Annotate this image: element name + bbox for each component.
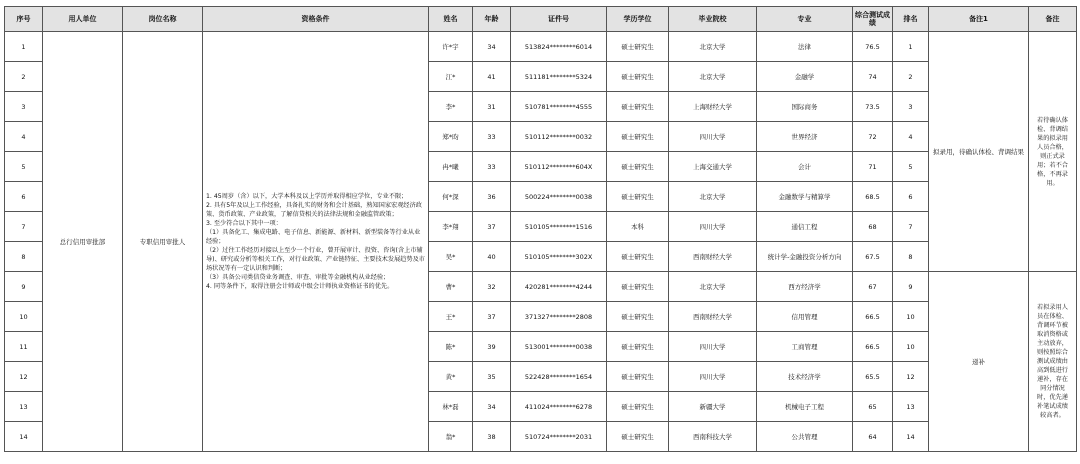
header-cell-qualifications: 资格条件 [203,7,429,32]
header-cell-score: 综合测试成绩 [853,7,893,32]
cell-major: 法律 [757,32,853,62]
recruitment-table [4,6,1077,452]
cell-score: 71 [853,152,893,182]
cell-id: 511181********5324 [511,62,607,92]
cell-no: 11 [5,332,43,362]
cell-score: 67 [853,272,893,302]
cell-school: 北京大学 [669,182,757,212]
cell-score: 64 [853,422,893,452]
cell-age: 31 [473,92,511,122]
cell-score: 74 [853,62,893,92]
cell-name: 冉*曦 [429,152,473,182]
cell-no: 6 [5,182,43,212]
cell-no: 8 [5,242,43,272]
cell-id: 522428********1654 [511,362,607,392]
cell-age: 35 [473,362,511,392]
cell-school: 四川大学 [669,332,757,362]
header-cell-school: 毕业院校 [669,7,757,32]
qualification-line: （1）具备化工、集成电路、电子信息、新能源、新材料、新型装备等行业从业经验； [206,229,421,245]
cell-age: 36 [473,182,511,212]
cell-id: 500224********0038 [511,182,607,212]
header-cell-age: 年龄 [473,7,511,32]
cell-school: 上海财经大学 [669,92,757,122]
cell-no: 7 [5,212,43,242]
cell-rank: 1 [893,32,929,62]
cell-age: 33 [473,122,511,152]
cell-degree: 硕士研究生 [607,302,669,332]
cell-rank: 12 [893,362,929,392]
cell-no: 1 [5,32,43,62]
cell-remark1-a: 拟录用，待确认体检、背调结果 [929,32,1029,272]
cell-name: 吴* [429,242,473,272]
cell-position: 专职信用审批人 [123,32,203,452]
cell-id: 513824********6014 [511,32,607,62]
cell-id: 513001********0038 [511,332,607,362]
cell-rank: 10 [893,332,929,362]
cell-major: 公共管理 [757,422,853,452]
cell-id: 510781********4555 [511,92,607,122]
cell-no: 14 [5,422,43,452]
cell-degree: 硕士研究生 [607,272,669,302]
cell-school: 北京大学 [669,32,757,62]
cell-name: 李* [429,92,473,122]
cell-name: 林*磊 [429,392,473,422]
cell-name: 江* [429,62,473,92]
cell-rank: 6 [893,182,929,212]
cell-rank: 2 [893,62,929,92]
cell-major: 世界经济 [757,122,853,152]
cell-name: 曹* [429,272,473,302]
cell-rank: 13 [893,392,929,422]
cell-no: 2 [5,62,43,92]
cell-degree: 硕士研究生 [607,92,669,122]
cell-school: 北京大学 [669,272,757,302]
cell-major: 通信工程 [757,212,853,242]
cell-age: 41 [473,62,511,92]
cell-age: 33 [473,152,511,182]
cell-degree: 硕士研究生 [607,392,669,422]
cell-age: 37 [473,212,511,242]
cell-name: 陈* [429,332,473,362]
cell-school: 西南财经大学 [669,242,757,272]
cell-rank: 5 [893,152,929,182]
cell-major: 工商管理 [757,332,853,362]
cell-major: 西方经济学 [757,272,853,302]
cell-id: 510724********2031 [511,422,607,452]
cell-name: 王* [429,302,473,332]
cell-id: 420281********4244 [511,272,607,302]
cell-degree: 硕士研究生 [607,152,669,182]
qualification-line: 3. 至少符合以下其中一项： [206,220,282,227]
cell-rank: 14 [893,422,929,452]
cell-major: 技术经济学 [757,362,853,392]
cell-id: 510112********604X [511,152,607,182]
cell-degree: 硕士研究生 [607,362,669,392]
cell-rank: 9 [893,272,929,302]
cell-score: 66.5 [853,332,893,362]
cell-major: 国际商务 [757,92,853,122]
cell-school: 新疆大学 [669,392,757,422]
cell-age: 37 [473,302,511,332]
cell-age: 40 [473,242,511,272]
cell-school: 四川大学 [669,212,757,242]
cell-name: 黄* [429,362,473,392]
cell-school: 四川大学 [669,122,757,152]
cell-score: 67.5 [853,242,893,272]
header-cell-remark2: 备注 [1029,7,1077,32]
table-row [5,32,1077,62]
cell-score: 68.5 [853,182,893,212]
qualification-line: 2. 具有5年及以上工作经验，具备扎实的财务和会计基础，熟知国家宏观经济政策、货币政策、产业政策，了解信贷相关的法律法规和金融监管政策； [206,202,422,218]
cell-no: 4 [5,122,43,152]
cell-major: 信用管理 [757,302,853,332]
cell-age: 39 [473,332,511,362]
cell-degree: 硕士研究生 [607,242,669,272]
cell-no: 10 [5,302,43,332]
cell-rank: 3 [893,92,929,122]
cell-degree: 硕士研究生 [607,32,669,62]
header-cell-degree: 学历学位 [607,7,669,32]
cell-id: 371327********2808 [511,302,607,332]
cell-no: 9 [5,272,43,302]
cell-rank: 7 [893,212,929,242]
cell-major: 统计学-金融投资分析方向 [757,242,853,272]
cell-age: 34 [473,32,511,62]
cell-no: 12 [5,362,43,392]
cell-unit: 总行信用审批部 [43,32,123,452]
qualification-line: 4. 同等条件下，取得注册会计师或中级会计师执业资格证书的优先。 [206,283,394,290]
cell-score: 66.5 [853,302,893,332]
header-cell-id: 证件号 [511,7,607,32]
cell-age: 34 [473,392,511,422]
cell-degree: 硕士研究生 [607,122,669,152]
cell-major: 会计 [757,152,853,182]
cell-remark2-b: 若拟录用人员在体检、背调环节被取消资格或主动放弃，则按照综合测试成绩由高到低进行递补，存在同分情况时，优先递补笔试成绩较高者。 [1029,272,1077,452]
header-cell-rank: 排名 [893,7,929,32]
cell-score: 65 [853,392,893,422]
cell-major: 机械电子工程 [757,392,853,422]
qualification-line: （3）具备公司类信贷业务调查、审查、审批等金融机构从业经验； [206,274,390,281]
cell-name: 何*深 [429,182,473,212]
cell-school: 西南科技大学 [669,422,757,452]
cell-id: 411024********6278 [511,392,607,422]
cell-qualifications [203,32,429,452]
qualification-line: （2）过往工作经历对接以上至少一个行业，曾开展审计、投资、咨询(含上市辅导)、研究或分析等相关工作，对行业政策、产业链特征、主要技术发展趋势及市场状况等有一定认识和判断； [206,247,425,272]
cell-score: 65.5 [853,362,893,392]
header-cell-major: 专业 [757,7,853,32]
recruitment-table-sheet [4,6,1076,460]
header-cell-no: 序号 [5,7,43,32]
cell-id: 510112********0032 [511,122,607,152]
cell-school: 上海交通大学 [669,152,757,182]
cell-rank: 8 [893,242,929,272]
cell-name: 翁* [429,422,473,452]
qualification-line: 1. 45周岁（含）以下，大学本科及以上学历并取得相应学位，专业不限； [206,193,408,200]
cell-age: 38 [473,422,511,452]
cell-remark2-a: 若待确认体检、背调结果的拟录用人员合格，则正式录用；若不合格，不再录用。 [1029,32,1077,272]
cell-rank: 10 [893,302,929,332]
cell-id: 510105********302X [511,242,607,272]
cell-remark1-b: 递补 [929,272,1029,452]
cell-id: 510105********1516 [511,212,607,242]
cell-degree: 硕士研究生 [607,182,669,212]
cell-no: 5 [5,152,43,182]
cell-degree: 硕士研究生 [607,62,669,92]
cell-rank: 4 [893,122,929,152]
header-cell-name: 姓名 [429,7,473,32]
cell-degree: 硕士研究生 [607,332,669,362]
header-cell-unit: 用人单位 [43,7,123,32]
cell-score: 68 [853,212,893,242]
cell-school: 北京大学 [669,62,757,92]
cell-no: 3 [5,92,43,122]
cell-degree: 本科 [607,212,669,242]
header-row [5,7,1077,32]
header-cell-remark1: 备注1 [929,7,1029,32]
cell-score: 72 [853,122,893,152]
header-cell-position: 岗位名称 [123,7,203,32]
cell-score: 76.5 [853,32,893,62]
cell-major: 金融数学与精算学 [757,182,853,212]
table-body [5,32,1077,452]
cell-name: 郑*昀 [429,122,473,152]
cell-degree: 硕士研究生 [607,422,669,452]
cell-score: 73.5 [853,92,893,122]
cell-age: 32 [473,272,511,302]
cell-name: 李*翔 [429,212,473,242]
cell-no: 13 [5,392,43,422]
cell-major: 金融学 [757,62,853,92]
cell-name: 许*宇 [429,32,473,62]
cell-school: 西南财经大学 [669,302,757,332]
cell-school: 四川大学 [669,362,757,392]
